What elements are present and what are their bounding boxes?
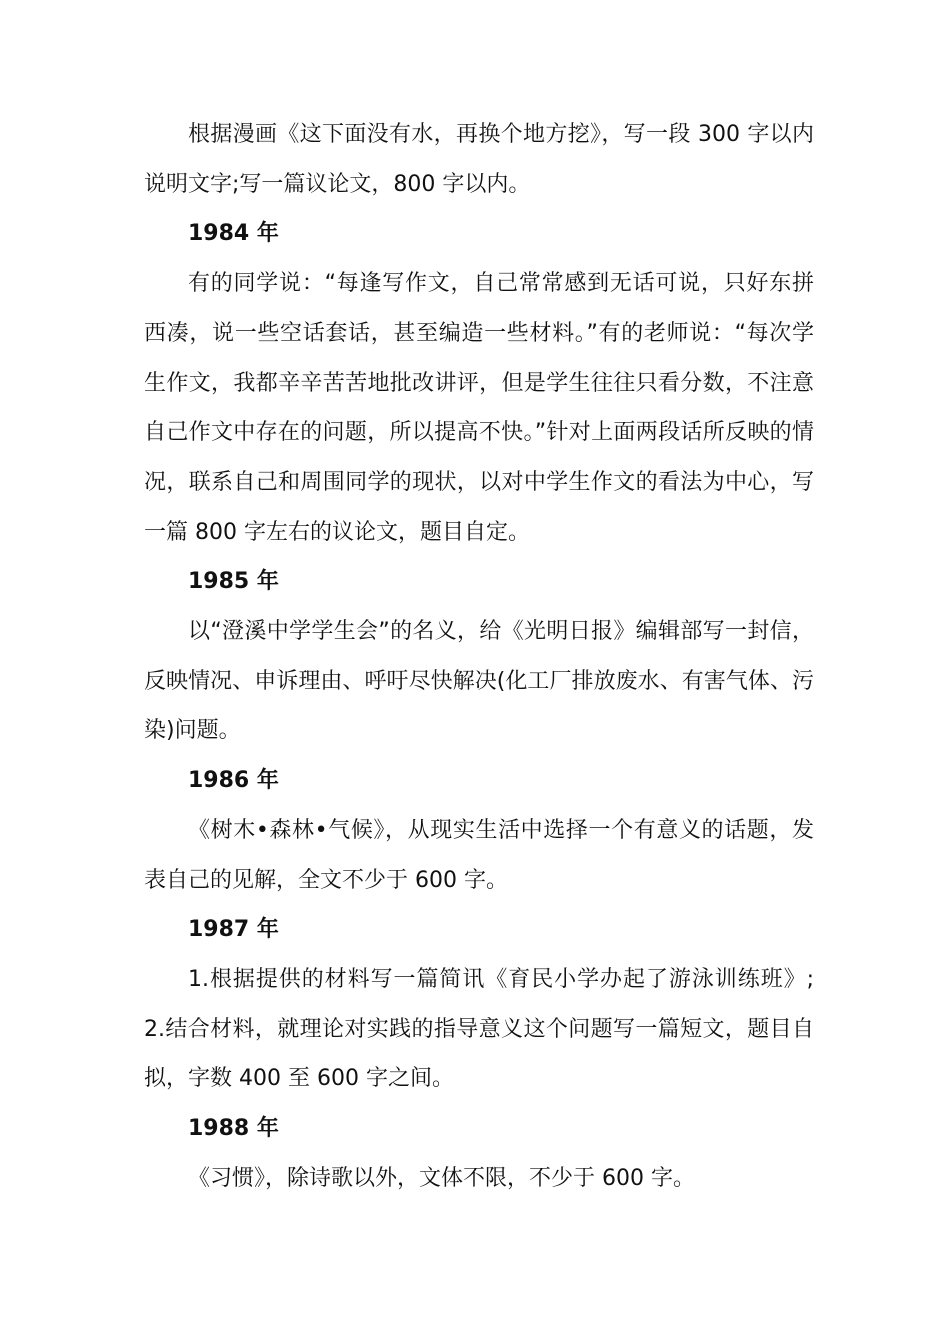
paragraph-1987-prompt: 1.根据提供的材料写一篇简讯《育民小学办起了游泳训练班》; 2.结合材料，就理论对实践的指导意义这个问题写一篇短文，题目自拟，字数 400 至 600 字之间。 (144, 966, 814, 1092)
paragraph-1986-prompt: 《树木•森林•气候》，从现实生活中选择一个有意义的话题，发表自己的见解，全文不少于 600 字。 (144, 817, 814, 893)
paragraph-1983-prompt: 根据漫画《这下面没有水，再换个地方挖》，写一段 300 字以内说明文字;写一篇议论文，800 字以内。 (144, 122, 814, 197)
paragraph-1985-prompt: 以“澄溪中学学生会”的名义，给《光明日报》编辑部写一封信，反映情况、申诉理由、呼吁尽快解决(化工厂排放废水、有害气体、污染)问题。 (144, 619, 814, 744)
year-heading-1984: 1984 年 (188, 221, 279, 247)
document-page (144, 110, 814, 1203)
paragraph-1984-prompt: 有的同学说：“每逢写作文，自己常常感到无话可说，只好东拼西凑，说一些空话套话，甚至编造一些材料。”有的老师说：“每次学生作文，我都辛辛苦苦地批改讲评，但是学生往往只看分数，不注意自己作文中存在的问题，所以提高不快。”针对上面两段话所反映的情况，联系自己和周围同学的现状，以对中学生作文的看法为中心，写一篇 800 字左右的议论文，题目自定。 (144, 271, 814, 545)
year-heading-1987: 1987 年 (188, 917, 279, 943)
year-heading-1985: 1985 年 (188, 569, 279, 595)
year-heading-1988: 1988 年 (188, 1116, 279, 1142)
year-heading-1986: 1986 年 (188, 768, 279, 794)
paragraph-1988-prompt: 《习惯》，除诗歌以外，文体不限，不少于 600 字。 (188, 1165, 695, 1191)
